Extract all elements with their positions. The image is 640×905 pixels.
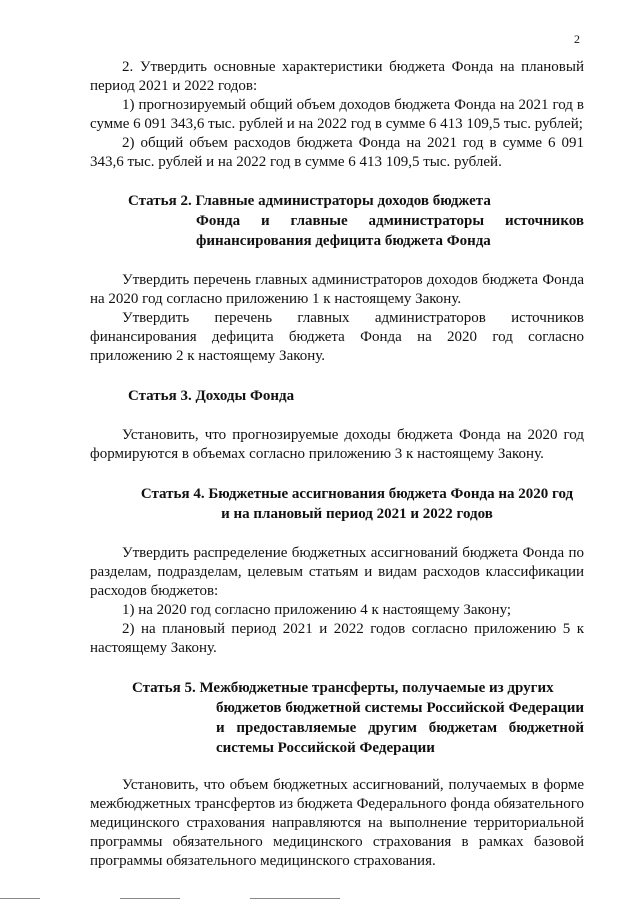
article3-heading xyxy=(90,386,584,406)
para1-item2: 2) общий объем расходов бюджета Фонда на 2021 год в сумме 6 091 343,6 тыс. рублей и на 2022 год в сумме 6 413 109,5 тыс. рублей. xyxy=(90,135,584,170)
para1-intro: 2. Утвердить основные характеристики бюджета Фонда на плановый период 2021 и 2022 годов: xyxy=(90,59,584,94)
article5-title-first: Межбюджетные трансферты, получаемые из других xyxy=(199,680,554,696)
article4-title: Статья 4. Бюджетные ассигнования бюджета Фонда на 2020 год xyxy=(140,486,574,502)
scan-artifact-line xyxy=(250,898,340,899)
page-number: 2 xyxy=(574,32,580,46)
article4-heading xyxy=(90,484,584,524)
article3-p1: Установить, что прогнозируемые доходы бюджета Фонда на 2020 год формируются в объемах согласно приложению 3 к настоящему Закону. xyxy=(90,427,584,462)
article3-title: Статья 3. Доходы Фонда xyxy=(128,388,295,404)
article2-heading xyxy=(90,191,584,251)
article2-p1: Утвердить перечень главных администраторов доходов бюджета Фонда на 2020 год согласно приложению 1 к настоящему Закону. xyxy=(90,272,584,307)
document-body xyxy=(90,58,584,871)
article5-label: Статья 5. xyxy=(132,680,196,696)
para1-item1: 1) прогнозируемый общий объем доходов бюджета Фонда на 2021 год в сумме 6 091 343,6 тыс. рублей и на 2022 год в сумме 6 413 109,5 тыс. рублей; xyxy=(90,97,584,132)
article5-title-rest: бюджетов бюджетной системы Российской Федерации и предоставляемые другим бюджетам бюджетной системы Российской Федерации xyxy=(216,700,584,756)
article5-heading xyxy=(90,678,584,758)
scan-artifact-line xyxy=(120,898,180,899)
article4-p1: Утвердить распределение бюджетных ассигнований бюджета Фонда по разделам, подразделам, целевым статьям и видам расходов классификации расходов бюджетов: xyxy=(90,545,584,599)
scan-artifact-line xyxy=(0,898,40,899)
article2-title: Статья 2. Главные администраторы доходов бюджета xyxy=(128,193,491,209)
article2-p2: Утвердить перечень главных администраторов источников финансирования дефицита бюджета Фонда на 2020 год согласно приложению 2 к настоящему Закону. xyxy=(90,310,584,364)
article4-item1: 1) на 2020 год согласно приложению 4 к настоящему Закону; xyxy=(122,602,512,618)
article4-title-rest: и на плановый период 2021 и 2022 годов xyxy=(221,506,493,522)
article2-title-rest: Фонда и главные администраторы источников финансирования дефицита бюджета Фонда xyxy=(196,213,584,249)
article5-p1: Установить, что объем бюджетных ассигнований, получаемых в форме межбюджетных трансфертов из бюджета Федерального фонда обязательного медицинского страхования направляются на выполнение территориальной программы обязательного медицинского страхования в рамках базовой программы обязательного медицинского страхования. xyxy=(90,777,584,869)
article4-item2: 2) на плановый период 2021 и 2022 годов согласно приложению 5 к настоящему Закону. xyxy=(90,621,584,656)
